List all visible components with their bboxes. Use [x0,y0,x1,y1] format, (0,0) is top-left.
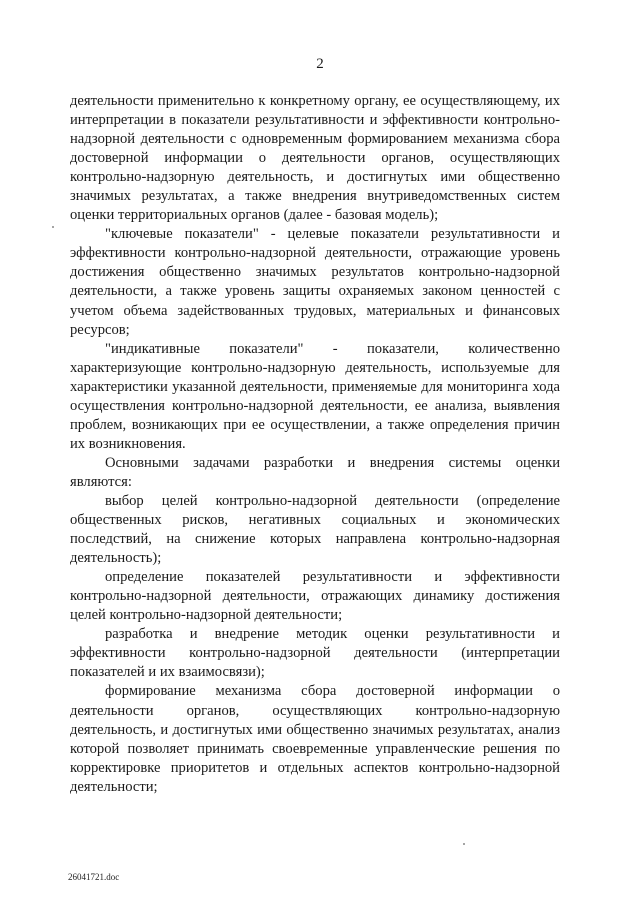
paragraph-key-indicators: "ключевые показатели" - целевые показатели результативности и эффективности контрольно-надзорной деятельности, отражающие уровень достижения общественно значимых результатов контрольно-надзорной деятельности, а также уровень защиты охраняемых законом ценностей с учетом объема задействованных трудовых, материальных и финансовых ресурсов; [70,226,560,338]
paragraph-task-information: формирование механизма сбора достоверной информации о деятельности органов, осуществляющих контрольно-надзорную деятельность, и достигнутых ими общественно значимых результатах, анализ которой позволяет принимать своевременные управленческие решения по корректировке приоритетов и отдельных аспектов контрольно-надзорной деятельности; [70,683,560,795]
footer-filename: 26041721.doc [68,872,120,882]
paragraph-main-tasks: Основными задачами разработки и внедрения системы оценки являются: [70,454,560,490]
paragraph-task-goals: выбор целей контрольно-надзорной деятельности (определение общественных рисков, негативных социальных и экономических последствий, на снижение которых направлена контрольно-надзорная деятельность); [70,492,560,567]
scan-speck [463,843,465,845]
paragraph-indicative-indicators: "индикативные показатели" - показатели, количественно характеризующие контрольно-надзорную деятельность, используемые для характеристики указанной деятельности, применяемые для мониторинга хода осуществления контрольно-надзорной деятельности, ее анализа, выявления проблем, возникающих при ее осуществлении, а также определения причин их возникновения. [70,340,560,452]
paragraph-base-model-continuation: деятельности применительно к конкретному органу, ее осуществляющему, их интерпретации в показатели результативности и эффективности контрольно-надзорной деятельности с одновременным формированием механизма сбора достоверной информации о деятельности органов, осуществляющих контрольно-надзорную деятельность, и достигнутых ими общественно значимых результатах, а также внедрения внутриведомственных систем оценки территориальных органов (далее - базовая модель); [70,93,560,224]
paragraph-task-methods: разработка и внедрение методик оценки результативности и эффективности контрольно-надзорной деятельности (интерпретации показателей и их взаимосвязи); [70,626,560,681]
document-body [70,92,560,797]
paragraph-task-indicators: определение показателей результативности и эффективности контрольно-надзорной деятельности, отражающих динамику достижения целей контрольно-надзорной деятельности; [70,569,560,624]
scan-speck [52,226,54,228]
page-number: 2 [316,56,324,72]
